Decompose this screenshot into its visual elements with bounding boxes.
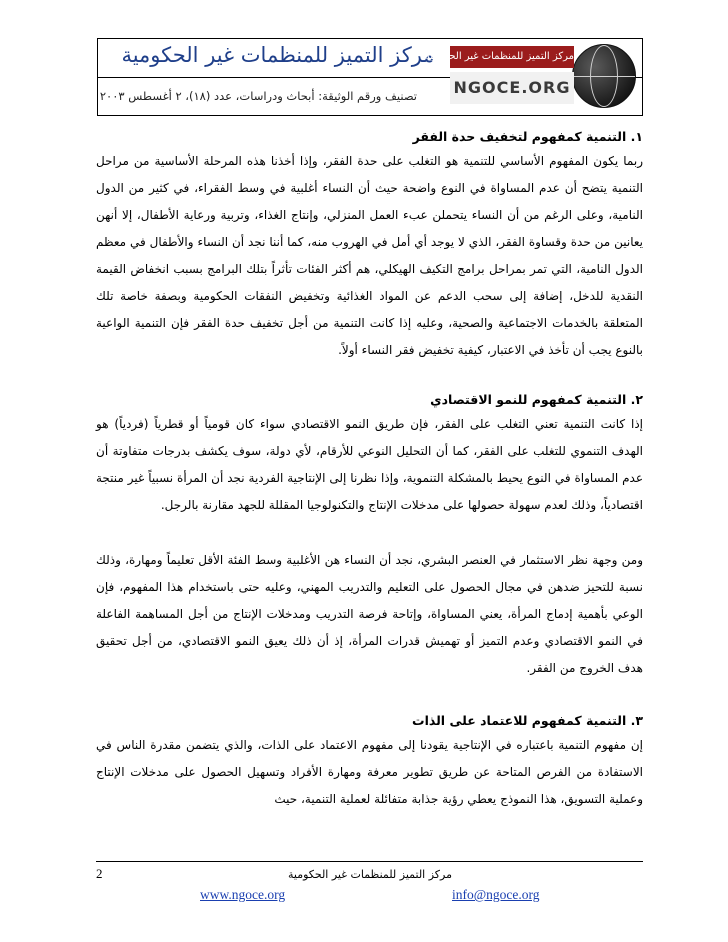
document-body (96, 126, 643, 813)
globe-icon (572, 44, 636, 108)
footer-title: مركز التميز للمنظمات غير الحكومية (287, 868, 452, 881)
document-info: تصنيف ورقم الوثيقة: أبحاث ودراسات، عدد (١٨)، ٢ أغسطس ٢٠٠٣ (99, 89, 417, 103)
paragraph: إن مفهوم التنمية باعتباره في الإنتاجية يقودنا إلى مفهوم الاعتماد على الذات، والذي يتضمن مقدرة الناس في الاستفادة من الفرص المتاحة عن طريق تطوير معرفة ومهارة الأفراد وتسهيل الحصول على مدخلات الإنتاج وعملية التسويق، هذا النموذج يعطي رؤية جذابة متفائلة لعملية التنمية، حيث (96, 738, 643, 806)
page-number: 2 (96, 866, 103, 881)
document-header (97, 38, 643, 116)
website-link[interactable]: www.ngoce.org (200, 887, 286, 902)
logo-arabic-text: مركز التميز للمنظمات غير الحكومية (450, 46, 574, 68)
paragraph: ربما يكون المفهوم الأساسي للتنمية هو التغلب على حدة الفقر، وإذا أخذنا هذه المرحلة الأساسية من مراحل التنمية يتضح أن عدم المساواة في النوع واضحة حيث أن النساء أغلبية في وسط الفقراء، في كثير من الدول النامية، وعلى الرغم من أن النساء يتحملن عبء العمل المنزلي، وإنتاج الغذاء، وتربية ورعاية الأطفال، إلا أنهن يعانين من حدة وقساوة الفقر، الذي لا يوجد أي أمل في الهروب منه، كما أننا نجد أن النساء والأطفال في معظم الدول النامية، التي تمر بمراحل برامج التكيف الهيكلي، هم أكثر الفئات تأثراً بتلك البرامج بسبب انخفاض القيمة النقدية للدخل، إضافة إلى سحب الدعم عن المواد الغذائية وتخفيض النفقات الحكومية وبصفة خاصة تلك المتعلقة بالخدمات الاجتماعية والصحية، وعليه إذا كانت التنمية من أجل تخفيف حدة الفقر فإن التنمية الواعية بالنوع يجب أن تأخذ في الاعتبار، كيفية تخفيض فقر النساء أولاً. (96, 154, 643, 357)
section-heading-economic-growth: ٢. التنمية كمفهوم للنمو الاقتصادي (430, 392, 643, 407)
paragraph: ومن وجهة نظر الاستثمار في العنصر البشري، نجد أن النساء هن الأغلبية وسط الفئة الأقل تعليماً ومهارة، وذلك نسبة للتحيز ضدهن في مجال الحصول على التعليم والتدريب المهني، وعليه حتى باستخدام هذا المفهوم، فإن الوعي بأهمية إدماج المرأة، يعني المساواة، وإتاحة فرصة التدريب ومدخلات الإنتاج من أجل المساهمة الفاعلة في النمو الاقتصادي وعدم التميز أو تهميش قدرات المرأة، إذ أن ذلك يعيق النمو الاقتصادي، من أجل تحقيق هدف الخروج من الفقر. (96, 553, 643, 675)
header-title: مركز التميز للمنظمات غير الحكومية (121, 43, 435, 67)
section-heading-self-reliance: ٣. التنمية كمفهوم للاعتماد على الذات (412, 713, 643, 728)
section-heading-poverty: ١. التنمية كمفهوم لتخفيف حدة الفقر (412, 129, 643, 144)
email-link[interactable]: info@ngoce.org (452, 887, 540, 902)
logo-latin-text: NGOCE.ORG (450, 72, 574, 104)
ngoce-logo (424, 42, 638, 112)
footer-divider (96, 861, 643, 862)
paragraph: إذا كانت التنمية تعني التغلب على الفقر، فإن طريق النمو الاقتصادي سواء كان قومياً أو قطرياً (فردياً) هو الهدف التنموي للتغلب على الفقر، كما أن التحليل النوعي للأرقام، لأي دولة، سوف يكشف بدرجات متفاوتة أن عدم المساواة في النوع يحيط بالمشكلة التنموية، وإذا نظرنا إلى الإنتاجية الفردية نجد أن المرأة نسبياً غير منتجة اقتصادياً، وذلك لعدم سهولة حصولها على مدخلات الإنتاج والتكنولوجيا المقللة للجهد مقارنة بالرجل. (96, 417, 643, 512)
